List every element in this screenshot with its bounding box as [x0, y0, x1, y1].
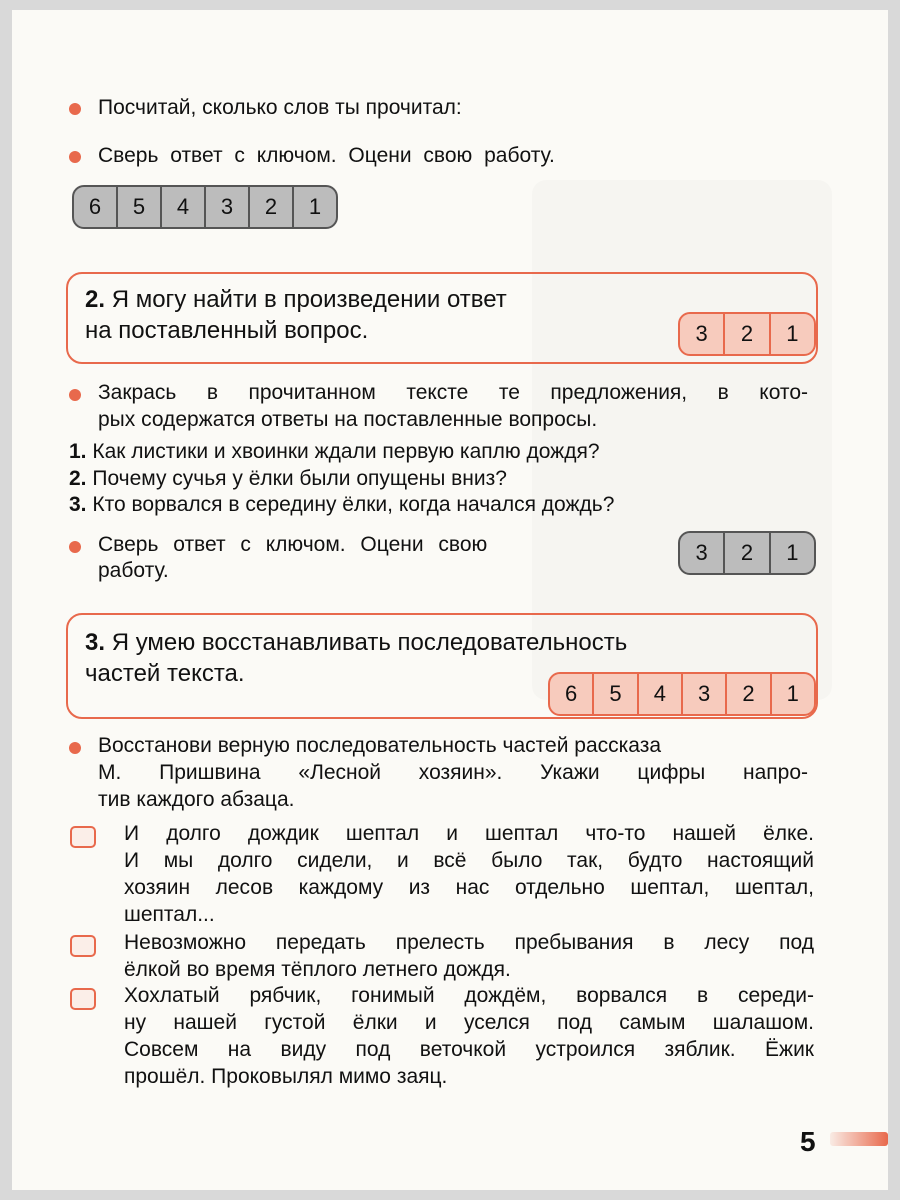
- scale-cell[interactable]: 1: [786, 321, 799, 346]
- answer-box[interactable]: [70, 988, 96, 1010]
- skill-title-line1: Я умею восстанавливать последовательность: [111, 629, 628, 656]
- scale-cell[interactable]: 5: [594, 674, 638, 714]
- self-assessment-scale[interactable]: [72, 185, 338, 229]
- scale-cell[interactable]: 3: [680, 533, 725, 573]
- self-assessment-scale[interactable]: [678, 531, 816, 575]
- workbook-page: [12, 10, 888, 1190]
- paragraph-line: И долго дождик шептал и шептал что-то нашей ёлке.: [124, 822, 814, 845]
- skill-number: 3.: [85, 629, 106, 656]
- bullet-icon: [69, 151, 81, 163]
- paragraph-1: [124, 820, 814, 928]
- bullet-icon: [69, 389, 81, 401]
- question-3: [69, 491, 614, 518]
- scale-cell[interactable]: 6: [74, 187, 118, 227]
- task-line: М. Пришвина «Лесной хозяин». Укажи цифры напро-: [98, 761, 808, 784]
- question-number: 3.: [69, 493, 87, 516]
- paragraph-line: Хохлатый рябчик, гонимый дождём, ворвался в середи-: [124, 984, 814, 1007]
- scale-cell[interactable]: 1: [786, 540, 799, 565]
- paragraph-line: шептал...: [124, 903, 215, 926]
- skill-rating-scale[interactable]: [548, 672, 816, 716]
- scale-cell[interactable]: 3: [680, 314, 725, 354]
- scale-cell[interactable]: 2: [725, 533, 770, 573]
- check-line-2: работу.: [98, 559, 169, 582]
- question-text: Кто ворвался в середину ёлки, когда начался дождь?: [92, 493, 615, 516]
- bullet-icon: [69, 742, 81, 754]
- task-instruction: [98, 379, 808, 433]
- scale-cell[interactable]: 2: [727, 674, 771, 714]
- scale-cell[interactable]: 5: [118, 187, 162, 227]
- scale-cell[interactable]: 2: [725, 314, 770, 354]
- task-line: тив каждого абзаца.: [98, 788, 295, 811]
- answer-box[interactable]: [70, 935, 96, 957]
- paragraph-2: [124, 929, 814, 983]
- instruction-check-key: Сверь ответ с ключом. Оцени свою работу.: [98, 144, 555, 167]
- scale-cell[interactable]: 1: [308, 194, 322, 219]
- paragraph-line: ёлкой во время тёплого летнего дождя.: [124, 958, 511, 981]
- scale-cell[interactable]: 3: [206, 187, 250, 227]
- scale-cell[interactable]: 6: [550, 674, 594, 714]
- paragraph-line: прошёл. Проковылял мимо заяц.: [124, 1065, 448, 1088]
- page-number: 5: [800, 1126, 816, 1157]
- question-number: 1.: [69, 440, 87, 463]
- bullet-icon: [69, 541, 81, 553]
- paragraph-3: [124, 982, 814, 1090]
- paragraph-line: ну нашей густой ёлки и уселся под самым шалашом.: [124, 1011, 814, 1034]
- skill-rating-scale[interactable]: [678, 312, 816, 356]
- scale-cell[interactable]: 4: [162, 187, 206, 227]
- task-line: Восстанови верную последовательность частей рассказа: [98, 734, 662, 757]
- question-1: [69, 438, 600, 465]
- scale-cell[interactable]: 3: [683, 674, 727, 714]
- check-line-1: Сверь ответ с ключом. Оцени свою: [98, 533, 488, 556]
- skill-title-3: [85, 627, 627, 658]
- skill-title-2: [85, 284, 507, 315]
- decorative-stripe: [830, 1132, 888, 1146]
- question-text: Как листики и хвоинки ждали первую каплю дождя?: [92, 440, 600, 463]
- task-line: рых содержатся ответы на поставленные вопросы.: [98, 408, 598, 431]
- bullet-icon: [69, 103, 81, 115]
- instruction-count-words: Посчитай, сколько слов ты прочитал:: [98, 96, 462, 119]
- scale-cell[interactable]: 2: [250, 187, 294, 227]
- question-text: Почему сучья у ёлки были опущены вниз?: [92, 467, 507, 490]
- skill-title-2-line2: на поставленный вопрос.: [85, 317, 369, 344]
- skill-number: 2.: [85, 286, 106, 313]
- paragraph-line: Невозможно передать прелесть пребывания в лесу под: [124, 931, 814, 954]
- paragraph-line: хозяин лесов каждому из нас отдельно шептал, шептал,: [124, 876, 814, 899]
- question-number: 2.: [69, 467, 87, 490]
- scale-cell[interactable]: 4: [639, 674, 683, 714]
- skill-title-line1: Я могу найти в произведении ответ: [111, 286, 507, 313]
- question-2: [69, 465, 507, 492]
- scale-cell[interactable]: 1: [786, 681, 799, 706]
- task-line: Закрась в прочитанном тексте те предложения, в кото-: [98, 381, 808, 404]
- skill-title-3-line2: частей текста.: [85, 660, 245, 687]
- paragraph-line: И мы долго сидели, и всё было так, будто настоящий: [124, 849, 814, 872]
- task-instruction: [98, 732, 808, 813]
- paragraph-line: Совсем на виду под веточкой устроился зяблик. Ёжик: [124, 1038, 814, 1061]
- answer-box[interactable]: [70, 826, 96, 848]
